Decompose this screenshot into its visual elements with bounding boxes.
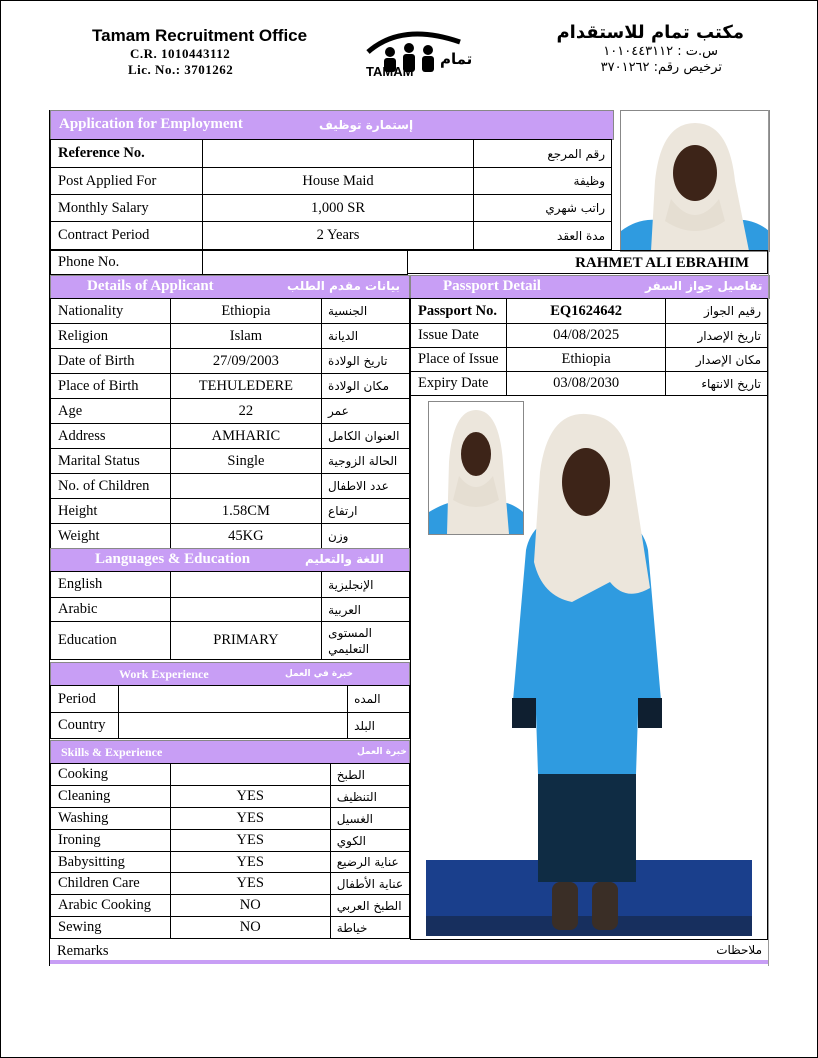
- table-row: [51, 808, 410, 830]
- table-row: [51, 786, 410, 808]
- passport-table: [410, 298, 768, 396]
- washing-label-ar: الغسيل: [330, 808, 409, 830]
- ironing-label: Ironing: [51, 830, 171, 852]
- headshot-image-icon: [621, 111, 769, 251]
- cooking-label-ar: الطبخ: [330, 764, 409, 786]
- table-row: [51, 140, 612, 168]
- table-row: [51, 713, 410, 739]
- education-value: PRIMARY: [170, 622, 322, 660]
- cleaning-label: Cleaning: [51, 786, 171, 808]
- applicant-name: RAHMET ALI EBRAHIM: [408, 250, 768, 274]
- reference-label: Reference No.: [51, 140, 203, 168]
- address-value: AMHARIC: [170, 424, 321, 449]
- cooking-value: [170, 764, 330, 786]
- arabic-cooking-label: Arabic Cooking: [51, 895, 171, 917]
- right-divider: [768, 110, 769, 966]
- children-care-label: Children Care: [51, 873, 171, 895]
- place-issue-label-ar: مكان الإصدار: [666, 348, 768, 372]
- english-label: English: [51, 572, 171, 598]
- age-label: Age: [51, 399, 171, 424]
- work-table: [50, 685, 410, 739]
- languages-title-ar: اللغة والتعليم: [305, 552, 384, 566]
- salary-label-ar: راتب شهري: [474, 195, 612, 222]
- phone-label: Phone No.: [51, 251, 203, 275]
- application-title-ar: إستمارة توظيف: [319, 118, 414, 132]
- remarks-label: Remarks: [57, 943, 109, 959]
- sewing-value: NO: [170, 917, 330, 939]
- children-care-label-ar: عناية الأطفال: [330, 873, 409, 895]
- details-title-ar: بيانات مقدم الطلب: [287, 279, 401, 293]
- arabic-value: [170, 598, 322, 622]
- sewing-label-ar: خياطة: [330, 917, 409, 939]
- issue-date-label: Issue Date: [411, 324, 507, 348]
- passport-no-label: Passport No.: [411, 299, 507, 324]
- table-row: [51, 168, 612, 195]
- office-license-ar: ترخيص رقم: ٣٧٠١٢٦٢: [600, 60, 722, 75]
- phone-value: [202, 251, 407, 275]
- dob-label: Date of Birth: [51, 349, 171, 374]
- application-band: [50, 110, 614, 140]
- religion-label-ar: الديانة: [322, 324, 410, 349]
- skills-band: [50, 740, 410, 764]
- contract-label: Contract Period: [51, 222, 203, 250]
- english-label-ar: الإنجليزية: [322, 572, 410, 598]
- arabic-cooking-value: NO: [170, 895, 330, 917]
- arabic-label: Arabic: [51, 598, 171, 622]
- pob-value: TEHULEDERE: [170, 374, 321, 399]
- period-label: Period: [51, 686, 119, 713]
- table-row: [411, 372, 768, 396]
- salary-value: 1,000 SR: [202, 195, 473, 222]
- nationality-value: Ethiopia: [170, 299, 321, 324]
- ironing-label-ar: الكوي: [330, 830, 409, 852]
- table-row: [51, 499, 410, 524]
- english-value: [170, 572, 322, 598]
- country-label: Country: [51, 713, 119, 739]
- dob-label-ar: تاريخ الولادة: [322, 349, 410, 374]
- remarks-label-ar: ملاحظات: [716, 943, 762, 957]
- table-row: [51, 449, 410, 474]
- languages-table: [50, 571, 410, 660]
- applicant-headshot: [620, 110, 770, 252]
- application-title-en: Application for Employment: [59, 116, 243, 132]
- phone-table: [50, 250, 408, 275]
- cooking-label: Cooking: [51, 764, 171, 786]
- address-label-ar: العنوان الكامل: [322, 424, 410, 449]
- age-label-ar: عمر: [322, 399, 410, 424]
- table-row: [51, 895, 410, 917]
- babysitting-label: Babysitting: [51, 852, 171, 873]
- table-row: [51, 917, 410, 939]
- skills-title-ar: خبرة العمل: [357, 747, 407, 757]
- office-cr-en: C.R. 1010443112: [130, 46, 231, 61]
- cleaning-value: YES: [170, 786, 330, 808]
- place-issue-value: Ethiopia: [506, 348, 665, 372]
- details-table: [50, 298, 410, 549]
- table-row: [51, 399, 410, 424]
- table-row: [51, 873, 410, 895]
- table-row: [51, 424, 410, 449]
- passport-title-en: Passport Detail: [443, 278, 541, 294]
- babysitting-label-ar: عناية الرضيع: [330, 852, 409, 873]
- details-title-en: Details of Applicant: [87, 278, 214, 294]
- marital-value: Single: [170, 449, 321, 474]
- weight-label-ar: وزن: [322, 524, 410, 549]
- children-label: No. of Children: [51, 474, 171, 499]
- height-label: Height: [51, 499, 171, 524]
- issue-date-label-ar: تاريخ الإصدار: [666, 324, 768, 348]
- dob-value: 27/09/2003: [170, 349, 321, 374]
- height-value: 1.58CM: [170, 499, 321, 524]
- logo-text-en: TAMAM: [366, 64, 414, 79]
- passport-title-ar: تفاصيل جواز السفر: [645, 279, 763, 293]
- skills-table: [50, 763, 410, 939]
- place-issue-label: Place of Issue: [411, 348, 507, 372]
- office-logo: [362, 20, 472, 82]
- passport-photo: [428, 401, 524, 535]
- washing-label: Washing: [51, 808, 171, 830]
- reference-value: [202, 140, 473, 168]
- table-row: [51, 349, 410, 374]
- office-license-en: Lic. No.: 3701262: [128, 62, 234, 77]
- cleaning-label-ar: التنظيف: [330, 786, 409, 808]
- washing-value: YES: [170, 808, 330, 830]
- passport-no-value: EQ1624642: [506, 299, 665, 324]
- reference-label-ar: رقم المرجع: [474, 140, 612, 168]
- table-row: [51, 764, 410, 786]
- period-value: [118, 686, 347, 713]
- table-row: [411, 348, 768, 372]
- period-label-ar: المده: [348, 686, 410, 713]
- contract-label-ar: مدة العقد: [474, 222, 612, 250]
- languages-band: [50, 548, 410, 572]
- salary-label: Monthly Salary: [51, 195, 203, 222]
- table-row: [51, 524, 410, 549]
- passport-band: [410, 275, 770, 299]
- marital-label-ar: الحالة الزوجية: [322, 449, 410, 474]
- logo-text-ar: تمام: [440, 50, 473, 68]
- post-label-ar: وظيفة: [474, 168, 612, 195]
- office-cr-ar: س.ت : ١٠١٠٤٤٣١١٢: [603, 44, 718, 59]
- office-name-ar: مكتب تمام للاستقدام: [556, 22, 744, 43]
- table-row: [51, 251, 408, 275]
- passport-no-label-ar: رقيم الجواز: [666, 299, 768, 324]
- table-row: [51, 622, 410, 660]
- applicant-figure-icon: [512, 412, 662, 932]
- table-row: [51, 598, 410, 622]
- education-label-ar: المستوى التعليمي: [322, 622, 410, 660]
- table-row: [51, 324, 410, 349]
- nationality-label: Nationality: [51, 299, 171, 324]
- skills-title-en: Skills & Experience: [61, 745, 163, 759]
- address-label: Address: [51, 424, 171, 449]
- expiry-date-value: 03/08/2030: [506, 372, 665, 396]
- arabic-cooking-label-ar: الطبخ العربي: [330, 895, 409, 917]
- work-title-ar: خبرة في العمل: [285, 669, 353, 679]
- weight-label: Weight: [51, 524, 171, 549]
- table-row: [51, 686, 410, 713]
- sewing-label: Sewing: [51, 917, 171, 939]
- remarks-row: [50, 940, 768, 964]
- nationality-label-ar: الجنسية: [322, 299, 410, 324]
- contract-value: 2 Years: [202, 222, 473, 250]
- age-value: 22: [170, 399, 321, 424]
- table-row: [411, 324, 768, 348]
- marital-label: Marital Status: [51, 449, 171, 474]
- country-label-ar: البلد: [348, 713, 410, 739]
- weight-value: 45KG: [170, 524, 321, 549]
- religion-value: Islam: [170, 324, 321, 349]
- religion-label: Religion: [51, 324, 171, 349]
- expiry-date-label: Expiry Date: [411, 372, 507, 396]
- babysitting-value: YES: [170, 852, 330, 873]
- applicant-figure: [512, 412, 662, 932]
- table-row: [51, 374, 410, 399]
- expiry-date-label-ar: تاريخ الانتهاء: [666, 372, 768, 396]
- pob-label-ar: مكان الولادة: [322, 374, 410, 399]
- table-row: [51, 830, 410, 852]
- pob-label: Place of Birth: [51, 374, 171, 399]
- country-value: [118, 713, 347, 739]
- post-label: Post Applied For: [51, 168, 203, 195]
- table-row: [51, 299, 410, 324]
- height-label-ar: ارتفاع: [322, 499, 410, 524]
- table-row: [51, 474, 410, 499]
- education-label: Education: [51, 622, 171, 660]
- table-row: [51, 852, 410, 873]
- table-row: [51, 222, 612, 250]
- children-care-value: YES: [170, 873, 330, 895]
- details-band: [50, 275, 410, 299]
- children-value: [170, 474, 321, 499]
- passport-photo-image-icon: [429, 402, 523, 534]
- arabic-label-ar: العربية: [322, 598, 410, 622]
- issue-date-value: 04/08/2025: [506, 324, 665, 348]
- languages-title-en: Languages & Education: [95, 551, 251, 567]
- table-row: [51, 195, 612, 222]
- post-value: House Maid: [202, 168, 473, 195]
- children-label-ar: عدد الاطفال: [322, 474, 410, 499]
- work-band: [50, 662, 410, 686]
- application-table: [50, 139, 612, 250]
- left-divider: [49, 110, 50, 966]
- work-title-en: Work Experience: [119, 667, 209, 681]
- table-row: [51, 572, 410, 598]
- table-row: [411, 299, 768, 324]
- office-name-en: Tamam Recruitment Office: [92, 26, 308, 45]
- ironing-value: YES: [170, 830, 330, 852]
